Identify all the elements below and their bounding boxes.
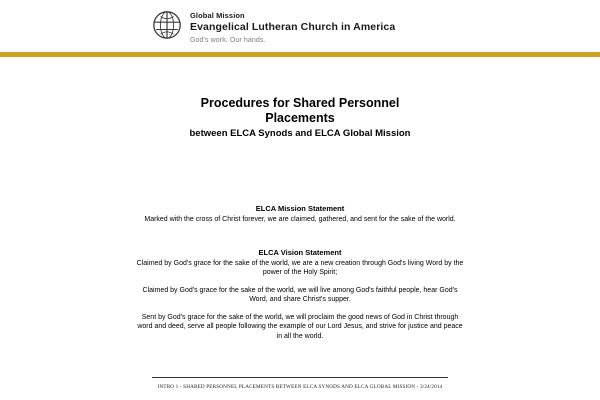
elca-cross-globe-logo-icon [152,10,182,40]
mission-statement-heading: ELCA Mission Statement [255,204,345,213]
vision-paragraph: Claimed by God's grace for the sake of the world, we will live among God's faithful people, hear God's Word, and share Christ's supper. [142,286,458,303]
statements-section [0,203,600,341]
org-name: Evangelical Lutheran Church in America [190,21,396,33]
document-header [152,10,395,46]
page-subtitle: between ELCA Synods and ELCA Global Mission [189,128,411,139]
vision-paragraph: Claimed by God's grace for the sake of the world, we are a new creation through God's living Word by the power of the Holy Spirit; [136,259,464,276]
title-line-2: Placements [265,111,335,125]
org-tagline: God's work. Our hands. [190,37,266,44]
org-subtitle: Global Mission [190,11,245,20]
title-line-1: Procedures for Shared Personnel [200,96,400,110]
paragraph-spacer [0,305,600,313]
page-title [0,96,600,140]
header-divider [0,52,600,57]
vision-paragraph: Sent by God's grace for the sake of the world, we will proclaim the good news of God in Christ through word and deed, serve all people following the example of our Lord Jesus, and strive for justice and peace in all the world. [137,313,463,340]
section-spacer [0,225,600,247]
mission-statement-body: Marked with the cross of Christ forever, we are claimed, gathered, and sent for the sake of the world. [144,216,456,223]
logo-wordmark [190,10,395,46]
footer-caption: INTRO 1 - SHARED PERSONNEL PLACEMENTS BETWEEN ELCA SYNODS AND ELCA GLOBAL MISSION - 3/24/2014 [157,384,443,390]
vision-statement-heading: ELCA Vision Statement [258,247,342,257]
paragraph-spacer [0,278,600,286]
footer-divider [152,377,448,378]
